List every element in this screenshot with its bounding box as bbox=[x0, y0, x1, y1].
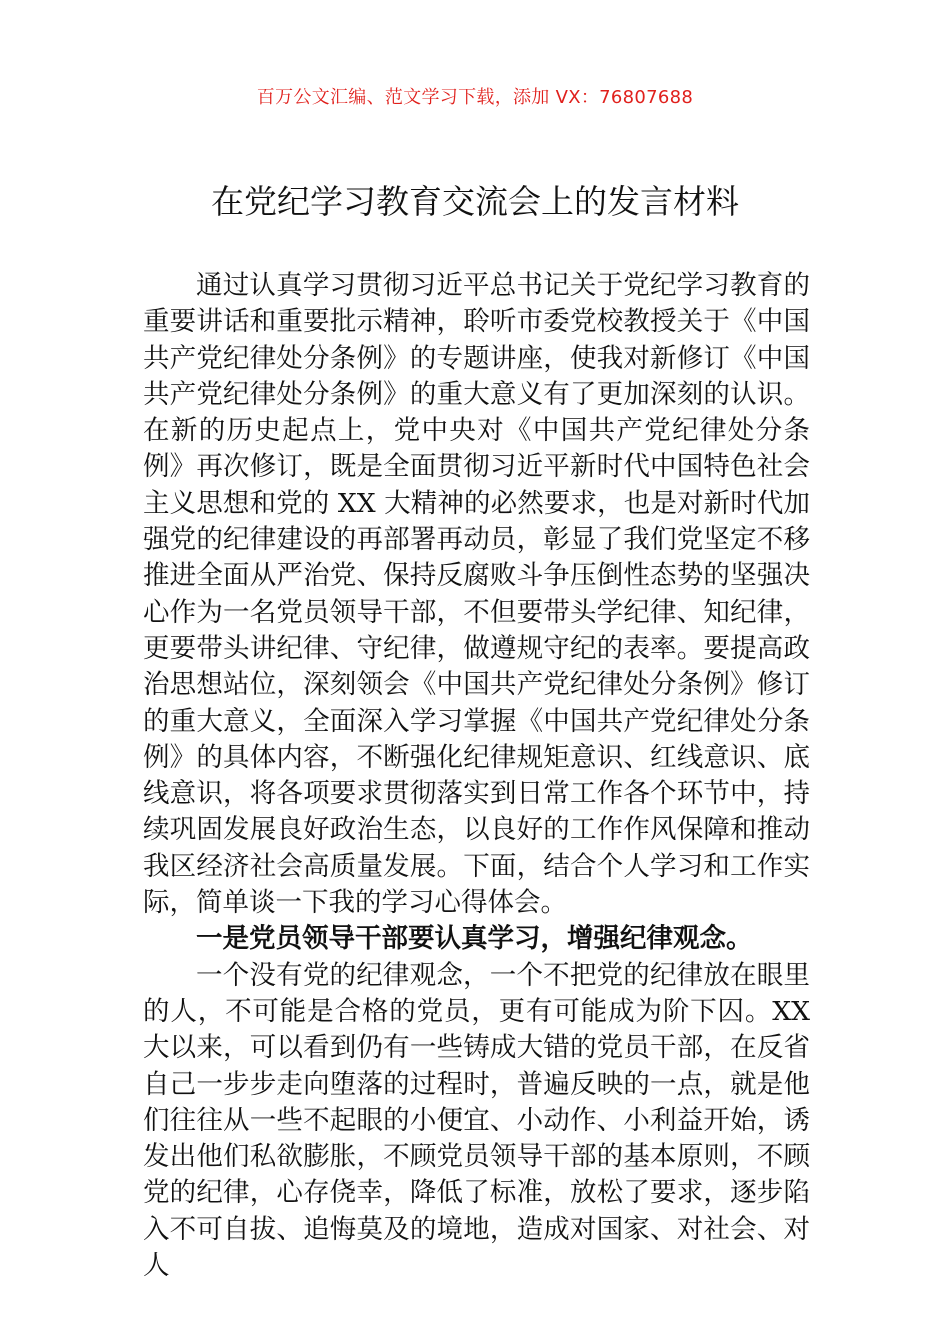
document-body bbox=[143, 268, 810, 1284]
header-promo-note: 百万公文汇编、范文学习下载，添加 VX：76807688 bbox=[256, 87, 694, 108]
document-title: 在党纪学习教育交流会上的发言材料 bbox=[211, 182, 739, 221]
section-heading-1: 一是党员领导干部要认真学习，增强纪律观念。 bbox=[196, 923, 753, 955]
paragraph-intro: 通过认真学习贯彻习近平总书记关于党纪学习教育的重要讲话和重要批示精神，聆听市委党校教授关于《中国共产党纪律处分条例》的专题讲座，使我对新修订《中国共产党纪律处分条例》的重大意义有了更加深刻的认识。在新的历史起点上，党中央对《中国共产党纪律处分条例》再次修订，既是全面贯彻习近平新时代中国特色社会主义思想和党的 XX 大精神的必然要求，也是对新时代加强党的纪律建设的再部署再动员，彰显了我们党坚定不移推进全面从严治党、保持反腐败斗争压倒性态势的坚强决心作为一名党员领导干部，不但要带头学纪律、知纪律，更要带头讲纪律、守纪律，做遵规守纪的表率。要提高政治思想站位，深刻领会《中国共产党纪律处分条例》修订的重大意义，全面深入学习掌握《中国共产党纪律处分条例》的具体内容，不断强化纪律规矩意识、红线意识、底线意识，将各项要求贯彻落实到日常工作各个环节中，持续巩固发展良好政治生态，以良好的工作作风保障和推动我区经济社会高质量发展。下面，结合个人学习和工作实际，简单谈一下我的学习心得体会。 bbox=[143, 270, 810, 919]
paragraph-section-1: 一个没有党的纪律观念，一个不把党的纪律放在眼里的人，不可能是合格的党员，更有可能成为阶下囚。XX 大以来，可以看到仍有一些铸成大错的党员干部，在反省自己一步步走向堕落的过程时，普遍反映的一点，就是他们往往从一些不起眼的小便宜、小动作、小利益开始，诱发出他们私欲膨胀，不顾党员领导干部的基本原则，不顾党的纪律，心存侥幸，降低了标准，放松了要求，逐步陷入不可自拔、追悔莫及的境地，造成对国家、对社会、对人 bbox=[143, 959, 810, 1282]
